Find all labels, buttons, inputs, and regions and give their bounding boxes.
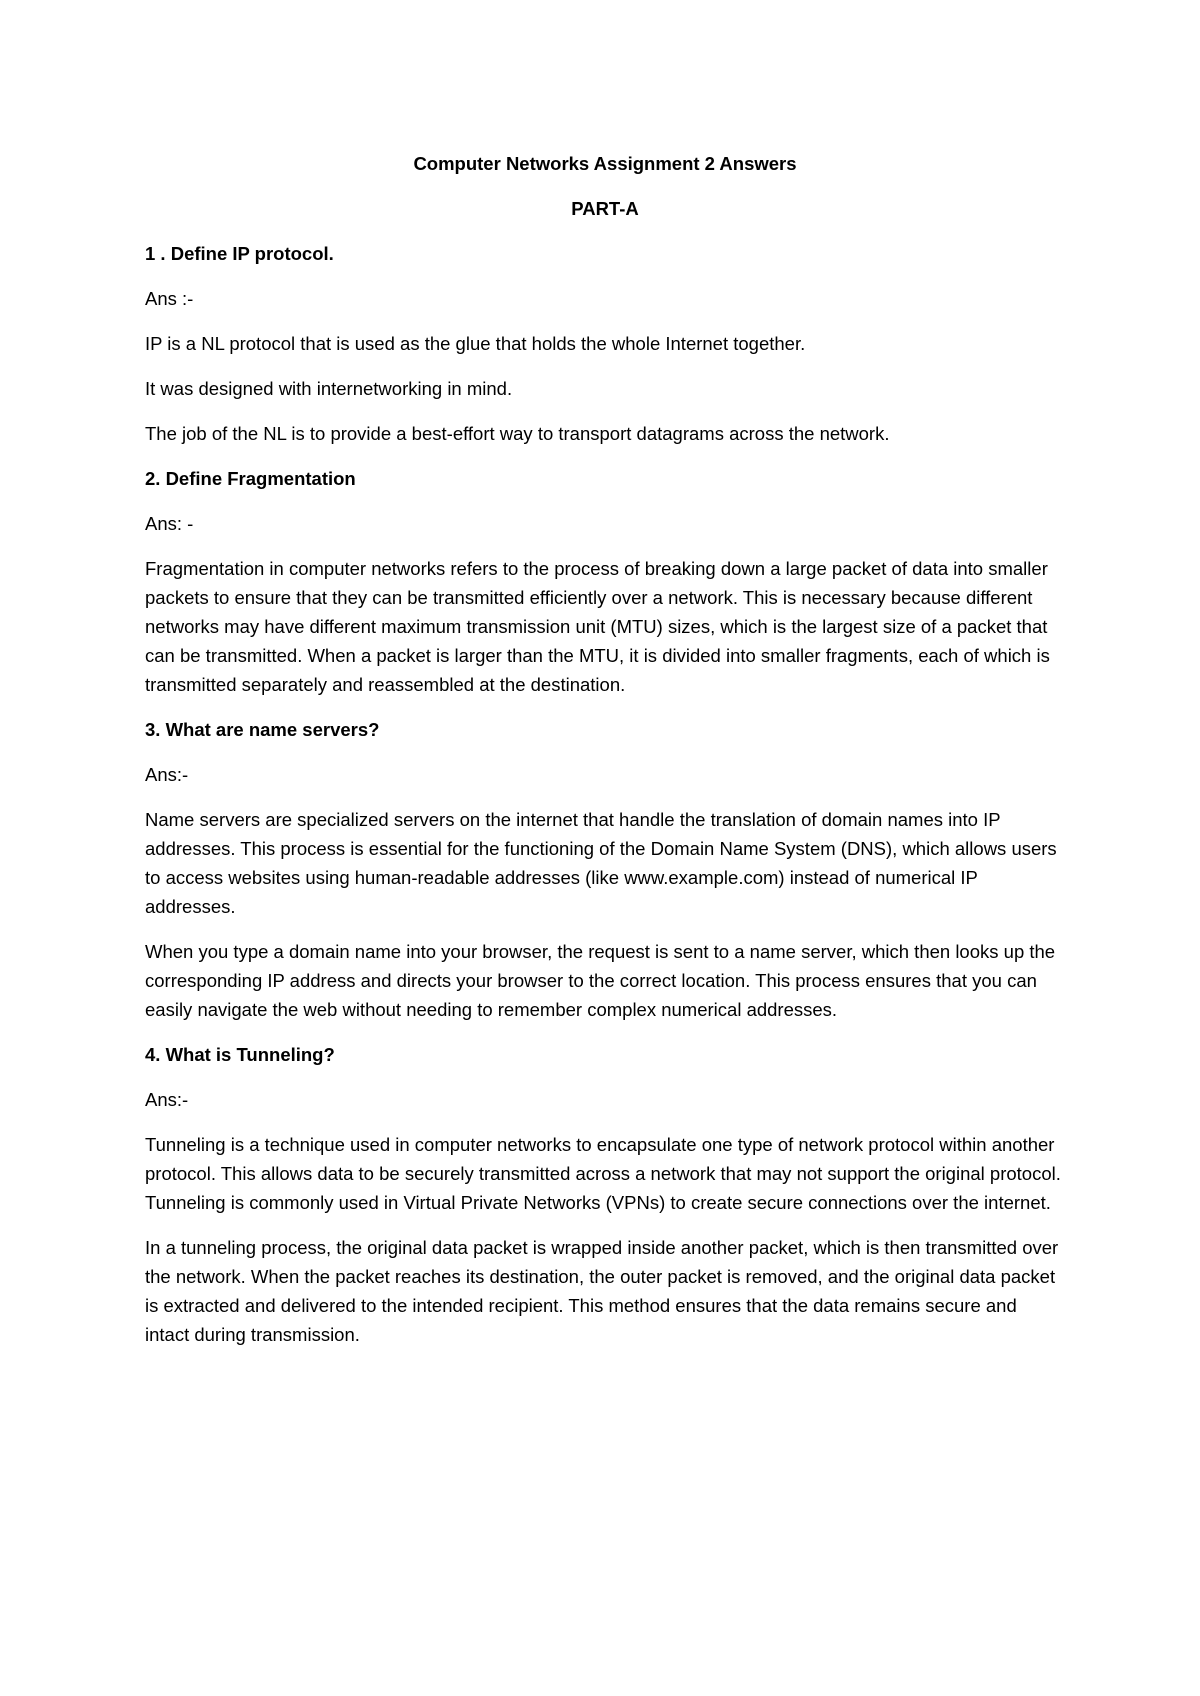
question-section-2 xyxy=(145,464,1065,699)
question-section-3 xyxy=(145,715,1065,1024)
document-title: Computer Networks Assignment 2 Answers xyxy=(413,153,797,174)
document-body xyxy=(145,149,1065,1365)
answer-paragraph: Fragmentation in computer networks refers to the process of breaking down a large packet of data into smaller packets to ensure that they can be transmitted efficiently over a network. This is necessary because different networks may have different maximum transmission unit (MTU) sizes, which is the largest size of a packet that can be transmitted. When a packet is larger than the MTU, it is divided into smaller fragments, each of which is transmitted separately and reassembled at the destination. xyxy=(145,558,1050,695)
answer-paragraph: Name servers are specialized servers on the internet that handle the translation of domain names into IP addresses. This process is essential for the functioning of the Domain Name System (DNS), which allows users to access websites using human-readable addresses (like www.example.com) instead of numerical IP addresses. xyxy=(145,809,1057,917)
question-heading: 1 . Define IP protocol. xyxy=(145,243,334,264)
answer-paragraph: IP is a NL protocol that is used as the glue that holds the whole Internet together. xyxy=(145,333,806,354)
answer-paragraph: It was designed with internetworking in mind. xyxy=(145,378,513,399)
answer-label: Ans:- xyxy=(145,764,189,785)
answer-paragraph: Tunneling is a technique used in computer networks to encapsulate one type of network protocol within another protocol. This allows data to be securely transmitted across a network that may not support the original protocol. Tunneling is commonly used in Virtual Private Networks (VPNs) to create secure connections over the internet. xyxy=(145,1134,1061,1213)
question-heading: 4. What is Tunneling? xyxy=(145,1044,335,1065)
answer-label: Ans:- xyxy=(145,1089,189,1110)
answer-label: Ans: - xyxy=(145,513,194,534)
question-heading: 2. Define Fragmentation xyxy=(145,468,356,489)
question-section-4 xyxy=(145,1040,1065,1349)
question-heading: 3. What are name servers? xyxy=(145,719,380,740)
part-heading: PART-A xyxy=(571,198,639,219)
answer-paragraph: The job of the NL is to provide a best-effort way to transport datagrams across the network. xyxy=(145,423,890,444)
answer-label: Ans :- xyxy=(145,288,194,309)
question-section-1 xyxy=(145,239,1065,448)
answer-paragraph: In a tunneling process, the original data packet is wrapped inside another packet, which is then transmitted over the network. When the packet reaches its destination, the outer packet is removed, and the original data packet is extracted and delivered to the intended recipient. This method ensures that the data remains secure and intact during transmission. xyxy=(145,1237,1059,1345)
answer-paragraph: When you type a domain name into your browser, the request is sent to a name server, which then looks up the corresponding IP address and directs your browser to the correct location. This process ensures that you can easily navigate the web without needing to remember complex numerical addresses. xyxy=(145,941,1056,1020)
